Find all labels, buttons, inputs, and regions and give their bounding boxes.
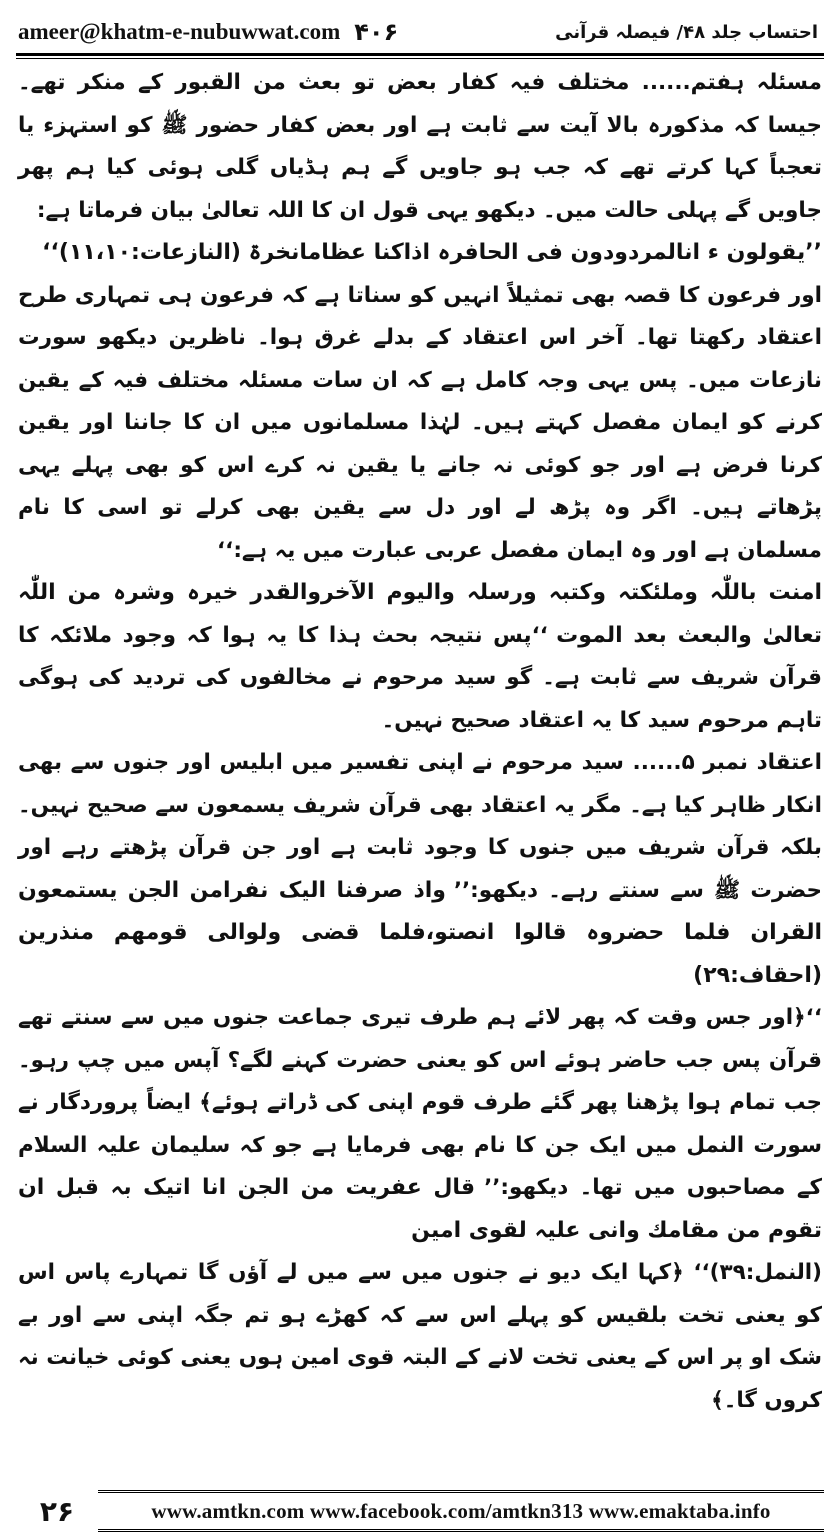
paragraph-iman-mufassal <box>18 572 822 742</box>
footer-links[interactable]: www.amtkn.com www.facebook.com/amtkn313 www.emaktaba.info <box>98 1490 824 1532</box>
header-email: ameer@khatm-e-nubuwwat.com <box>18 19 341 44</box>
iman-mufassal-arabic: امنت باللّٰہ وملئکتہ وکتبہ ورسلہ والیوم الآخروالقدر خیرہ وشرہ من اللّٰہ تعالیٰ والبعث بعد الموت <box>18 580 823 648</box>
paragraph-jinn-translation <box>18 997 822 1252</box>
quran-verse-naziat: ’’یقولون ء انالمردودون فی الحافرہ اذاکنا عظامانخرۃ (النازعات:۱۱،۱۰)‘‘ <box>42 240 822 265</box>
page-footer <box>16 1488 824 1534</box>
quran-verse-naml: قال عفریت من الجن انا اتیک بہ قبل ان تقوم من مقامك وانی علیہ لقوی امین <box>18 1175 822 1243</box>
header-rule-thin <box>16 58 824 59</box>
quran-verse-ahqaf: واذ صرفنا الیک نفرامن الجن یستمعون القران فلما حضروہ قالوا انصتو،فلما قضی ولوالی قومھم منذرین (احقاف:۲۹) <box>18 877 822 988</box>
aitiqad-5-text: اعتقاد نمبر ۵...... سید مرحوم نے اپنی تفسیر میں ابلیس اور جنوں سے بھی انکار ظاہر کیا ہے۔ مگر یہ اعتقاد بھی قرآن شریف یسمعون سے صحیح نہیں۔ بلکہ قرآن شریف میں جنوں کا وجود ثابت ہے اور جن قرآن پڑھتے رہے اور حضرت ﷺ سے سنتے رہے۔ دیکھو:’’ <box>18 750 822 903</box>
page-header <box>18 14 818 50</box>
page-body <box>18 62 822 1474</box>
paragraph-aitiqad-5 <box>18 742 822 997</box>
header-rule <box>16 53 824 56</box>
header-book-title: احتساب جلد ۴۸/ فیصلہ قرآنی <box>555 21 818 43</box>
iman-mufassal-conclusion: ‘‘پس نتیجہ بحث ہذا کا یہ ہوا کہ وجود ملائکہ کا قرآن شریف سے ثابت ہے۔ گو سید مرحوم نے مخالفوں کی تردید کی ہوگی تاہم مرحوم سید کا یہ اعتقاد صحیح نہیں۔ <box>18 622 822 733</box>
paragraph-firaun: اور فرعون کا قصہ بھی تمثیلاً انہیں کو سناتا ہے کہ فرعون ہی تمہاری طرح اعتقاد رکھتا تھا۔ آخر اس اعتقاد کے بدلے غرق ہوا۔ ناظرین دیکھو سورت نازعات میں۔ پس یہی وجہ کامل ہے کہ ان سات مسئلہ مختلف فیہ کے یقین کرنے کو ایمان مفصل کہتے ہیں۔ لہٰذا مسلمانوں میں ان کا جاننا اور یقین کرنا فرض ہے اور جو کوئی نہ جانے یا یقین نہ کرے اس کو بھی پہلے یہی پڑھاتے ہیں۔ اگر وہ پڑھ لے اور دل سے یقین بھی کرلے تو اسی کا نام مسلمان ہے اور وہ ایمان مفصل عربی عبارت میں یہ ہے:‘‘ <box>18 282 822 563</box>
header-left <box>18 18 398 46</box>
jinn-translation-text: ‘‘﴿اور جس وقت کہ پھر لائے ہم طرف تیری جماعت جنوں میں سے سنتے تھے قرآن پس جب حاضر ہوئے اس کو یعنی حضرت کہنے لگے؟ آپس میں چپ رہو۔ جب تمام ہوا پڑھنا پھر گئے طرف قوم اپنی کی ڈراتے ہوئے﴾ ایضاً پروردگار نے سورت النمل میں ایک جن کا نام بھی فرمایا ہے جو کہ سلیمان علیہ السلام کے مصاحبوں میں تھا۔ دیکھو:’’ <box>18 1005 822 1200</box>
paragraph-masla-haftam: مسئلہ ہفتم...... مختلف فیہ کفار بعض تو بعث من القبور کے منکر تھے۔ جیسا کہ مذکورہ بالا آیت سے ثابت ہے اور بعض کفار حضور ﷺ کو استہزء یا تعجباً کہا کرتے تھے کہ جب ہو جاویں گے ہم ہڈیاں گلی ہوئی کیا ہم پھر جاویں گے پہلی حالت میں۔ دیکھو یہی قول ان کا اللہ تعالیٰ بیان فرماتا ہے: <box>18 70 822 223</box>
footer-page-number: ۲۶ <box>39 1494 75 1528</box>
header-page-number: ۴۰۶ <box>354 18 399 46</box>
paragraph-ifrit-translation: (النمل:۳۹)‘‘ ﴿کہا ایک دیو نے جنوں میں سے میں لے آؤں گا تمہارے پاس اس کو یعنی تخت بلقیس کو پہلے اس سے کہ کھڑے ہو تم جگہ اپنی سے اور بے شک او پر اس کے یعنی تخت لانے کے البتہ قوی امین ہوں یعنی کوئی خیانت نہ کروں گا۔﴾ <box>18 1260 822 1413</box>
